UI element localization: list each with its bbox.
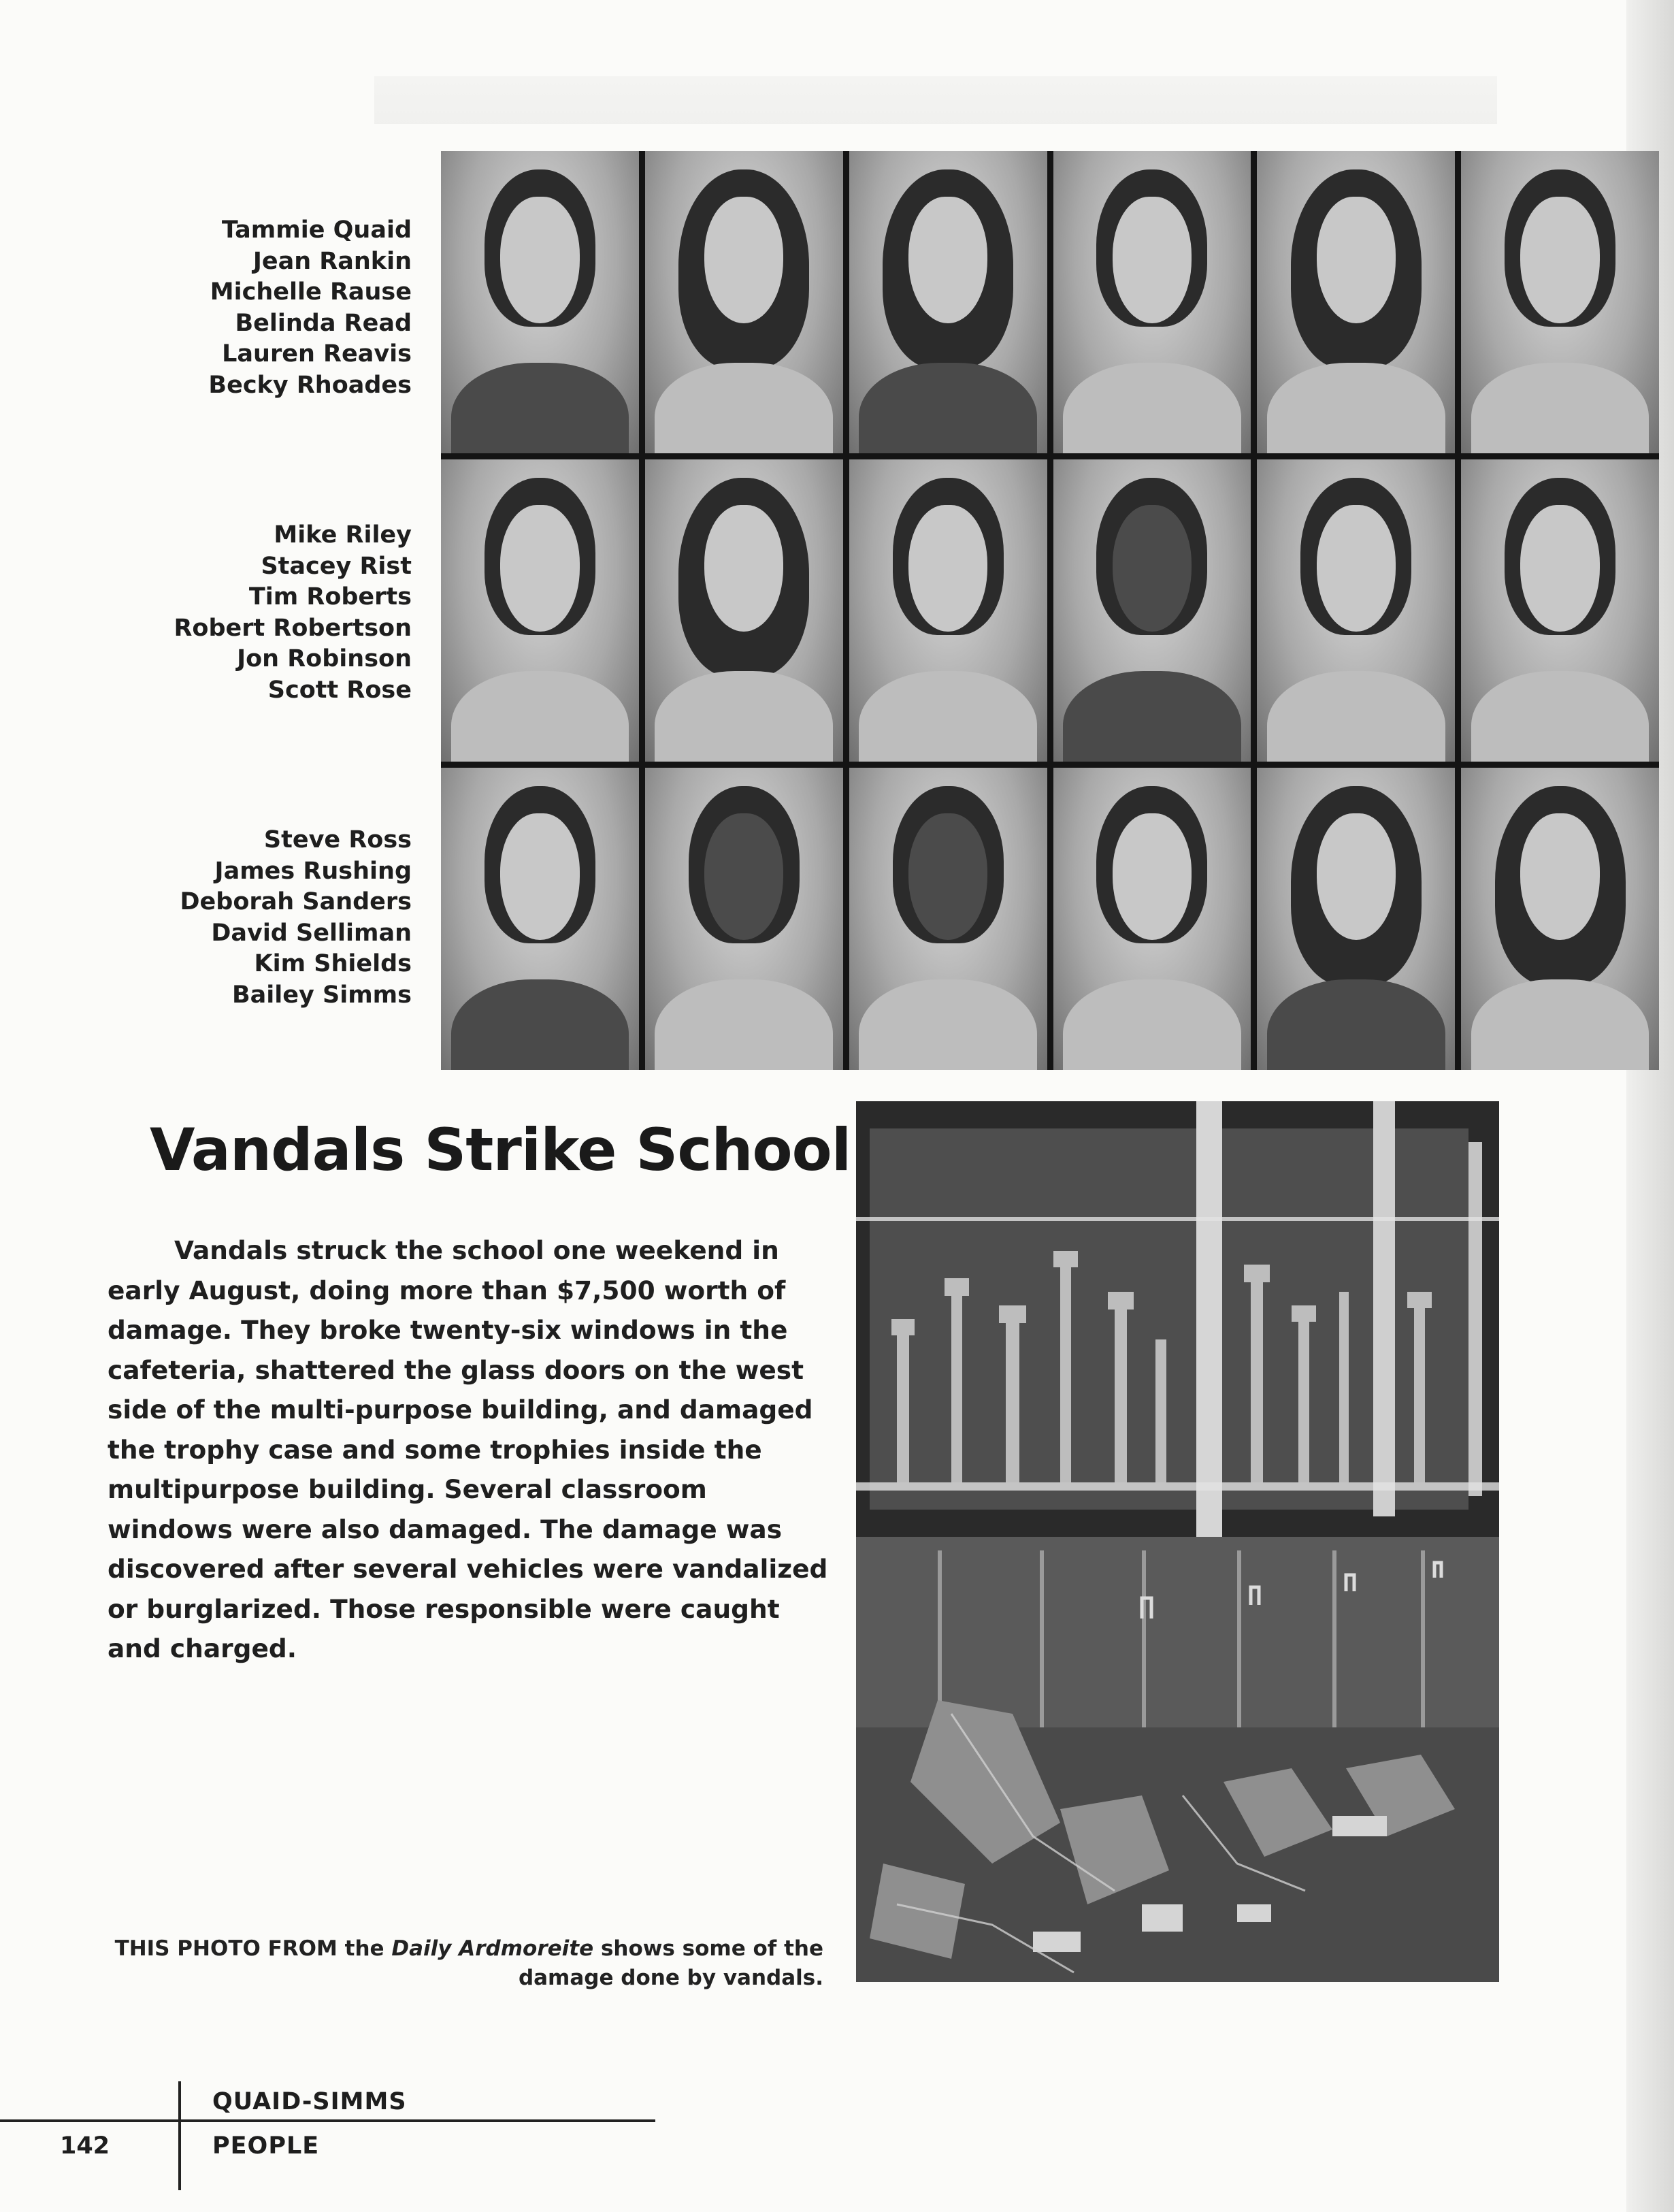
footer-title: QUAID-SIMMS	[212, 2088, 407, 2115]
student-name: Deborah Sanders	[180, 888, 412, 915]
student-name: Becky Rhoades	[208, 371, 412, 399]
student-portrait	[1461, 768, 1659, 1070]
name-list-row-3	[82, 825, 412, 1011]
student-name: Stacey Rist	[261, 552, 412, 580]
student-portrait	[1053, 768, 1251, 1070]
student-portrait	[645, 459, 843, 762]
student-portrait	[849, 459, 1047, 762]
student-name: Robert Robertson	[174, 614, 412, 642]
page-number: 142	[60, 2132, 110, 2160]
caption-lead: THIS PHOTO FROM the	[114, 1936, 384, 1961]
student-name: Bailey Simms	[231, 981, 412, 1009]
student-portrait	[1461, 459, 1659, 762]
student-portrait	[441, 151, 639, 453]
student-name: Tammie Quaid	[221, 216, 412, 244]
footer-rule-horizontal	[0, 2119, 655, 2122]
footer-section: PEOPLE	[212, 2132, 320, 2160]
caption-source: Daily Ardmoreite	[391, 1936, 594, 1961]
photo-caption	[109, 1934, 823, 1993]
student-name: Lauren Reavis	[222, 340, 412, 368]
article-headline: Vandals Strike School	[150, 1116, 851, 1184]
student-portrait	[1461, 151, 1659, 453]
name-list-row-1	[82, 215, 412, 401]
bleed-through-text	[374, 76, 1497, 124]
student-name: Jon Robinson	[237, 645, 412, 672]
student-portrait	[1053, 459, 1251, 762]
student-portrait	[1053, 151, 1251, 453]
student-portrait	[1257, 459, 1455, 762]
student-portrait	[849, 768, 1047, 1070]
student-name: Tim Roberts	[248, 583, 412, 611]
caption-rest: shows some of the damage done by vandals.	[518, 1936, 823, 1990]
student-name: Michelle Rause	[210, 278, 412, 306]
portrait-grid	[441, 151, 1659, 1070]
name-list-row-2	[82, 520, 412, 706]
student-portrait	[1257, 768, 1455, 1070]
article-body: Vandals struck the school one weekend in early August, doing more than $7,500 worth of damage. They broke twenty-six windows in the cafeteria, shattered the glass doors on the west side of the multi-purpose building, and damaged the trophy case and some trophies inside the multipurpose building. Several classroom windows were also damaged. The damage was discovered after several vehicles were vandalized or burglarized. Those responsible were caught and charged.	[108, 1235, 828, 1663]
footer-rule-vertical	[178, 2081, 181, 2190]
student-portrait	[441, 768, 639, 1070]
vandalism-photo	[856, 1101, 1499, 1982]
student-name: Kim Shields	[254, 950, 412, 977]
student-portrait	[1257, 151, 1455, 453]
student-portrait	[645, 151, 843, 453]
student-name: Jean Rankin	[252, 247, 412, 275]
student-name: Scott Rose	[267, 676, 412, 704]
student-name: Steve Ross	[263, 826, 412, 853]
student-portrait	[441, 459, 639, 762]
student-name: Mike Riley	[274, 521, 412, 549]
student-name: David Selliman	[211, 919, 412, 947]
student-portrait	[849, 151, 1047, 453]
student-portrait	[645, 768, 843, 1070]
student-name: Belinda Read	[235, 309, 412, 337]
student-name: James Rushing	[214, 857, 412, 885]
